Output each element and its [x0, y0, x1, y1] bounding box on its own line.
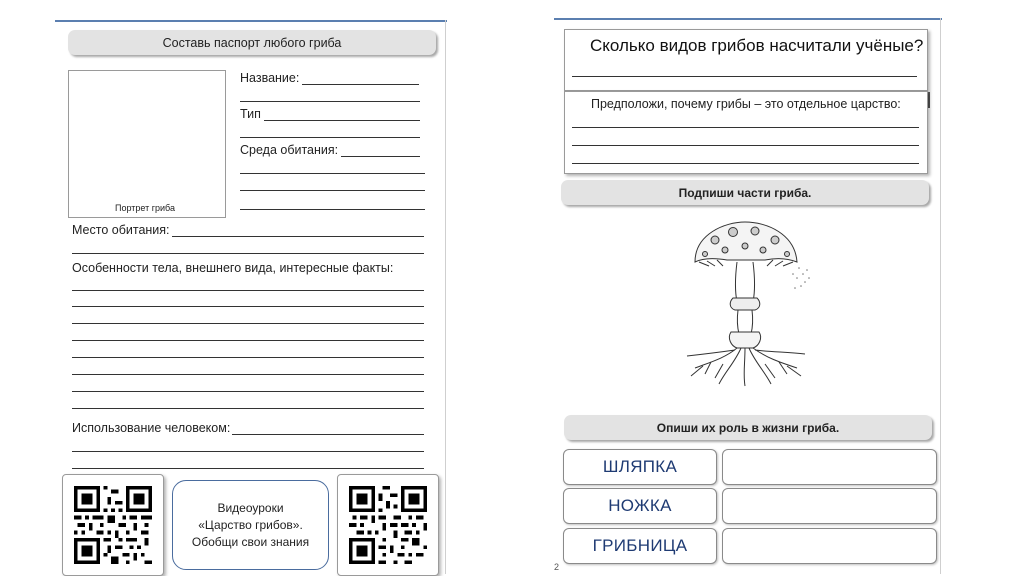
field-usage-label: Использование человеком: [72, 421, 231, 435]
answer-line[interactable] [572, 127, 919, 128]
question-text: Сколько видов грибов насчитали учёные? [590, 36, 924, 55]
field-features-label: Особенности тела, внешнего вида, интересные факты: [72, 261, 394, 275]
answer-line[interactable] [72, 357, 424, 358]
answer-line[interactable] [72, 306, 424, 307]
part-stem-answer-box[interactable] [722, 488, 937, 524]
answer-line[interactable] [72, 374, 424, 375]
field-name-line[interactable] [302, 84, 419, 85]
part-stem-label: НОЖКА [608, 496, 672, 515]
role-header-text: Опиши их роль в жизни гриба. [656, 420, 840, 435]
answer-line[interactable] [72, 391, 424, 392]
field-environment-line[interactable] [341, 156, 420, 157]
answer-line[interactable] [72, 340, 424, 341]
part-mycelium-answer-box[interactable] [722, 528, 937, 564]
field-habitat-label: Место обитания: [72, 223, 170, 237]
answer-line[interactable] [72, 468, 424, 469]
label-parts-header-text: Подпиши части гриба. [678, 185, 812, 200]
right-page-top-border [554, 18, 942, 20]
video-lessons-card[interactable] [172, 480, 329, 570]
field-habitat-line[interactable] [172, 236, 424, 237]
video-box-line3: Обобщи свои знания [191, 534, 310, 549]
page-number: 2 [554, 562, 560, 572]
mushroom-portrait-frame[interactable] [68, 70, 226, 218]
left-page-top-border [55, 20, 447, 22]
field-type-label: Тип [240, 107, 261, 121]
video-box-line2: «Царство грибов». [198, 517, 303, 532]
answer-line[interactable] [72, 290, 424, 291]
guess-prompt-text: Предположи, почему грибы – это отдельное царство: [591, 97, 901, 111]
answer-line[interactable] [572, 163, 919, 164]
field-usage-line[interactable] [232, 434, 424, 435]
field-type-line[interactable] [264, 120, 420, 121]
mushroom-illustration [675, 218, 815, 388]
part-cap-card[interactable] [563, 449, 717, 485]
qr-code-icon [349, 486, 427, 564]
qr-card-right[interactable] [337, 474, 439, 576]
part-stem-card[interactable] [563, 488, 717, 524]
answer-line[interactable] [72, 323, 424, 324]
answer-line[interactable] [72, 253, 424, 254]
answer-line[interactable] [572, 145, 919, 146]
video-box-line1: Видеоуроки [217, 500, 284, 515]
passport-header [68, 30, 436, 55]
answer-line[interactable] [72, 451, 424, 452]
part-cap-answer-box[interactable] [722, 449, 937, 485]
answer-line[interactable] [240, 209, 425, 210]
part-mycelium-label: ГРИБНИЦА [592, 536, 688, 555]
passport-header-text: Составь паспорт любого гриба [162, 35, 342, 50]
left-page-right-edge [445, 20, 446, 574]
answer-line[interactable] [240, 190, 425, 191]
field-name-label: Название: [240, 71, 300, 85]
answer-line[interactable] [240, 137, 420, 138]
role-header [564, 415, 932, 440]
part-cap-label: ШЛЯПКА [602, 457, 678, 476]
answer-line[interactable] [72, 408, 424, 409]
qr-card-left[interactable] [62, 474, 164, 576]
answer-line[interactable] [572, 76, 917, 77]
part-mycelium-card[interactable] [563, 528, 717, 564]
portrait-caption: Портрет гриба [115, 203, 176, 213]
field-environment-label: Среда обитания: [240, 143, 339, 157]
right-page-right-edge [940, 18, 941, 574]
answer-line[interactable] [240, 101, 420, 102]
answer-line[interactable] [240, 173, 425, 174]
qr-code-icon [74, 486, 152, 564]
label-parts-header [561, 180, 929, 205]
